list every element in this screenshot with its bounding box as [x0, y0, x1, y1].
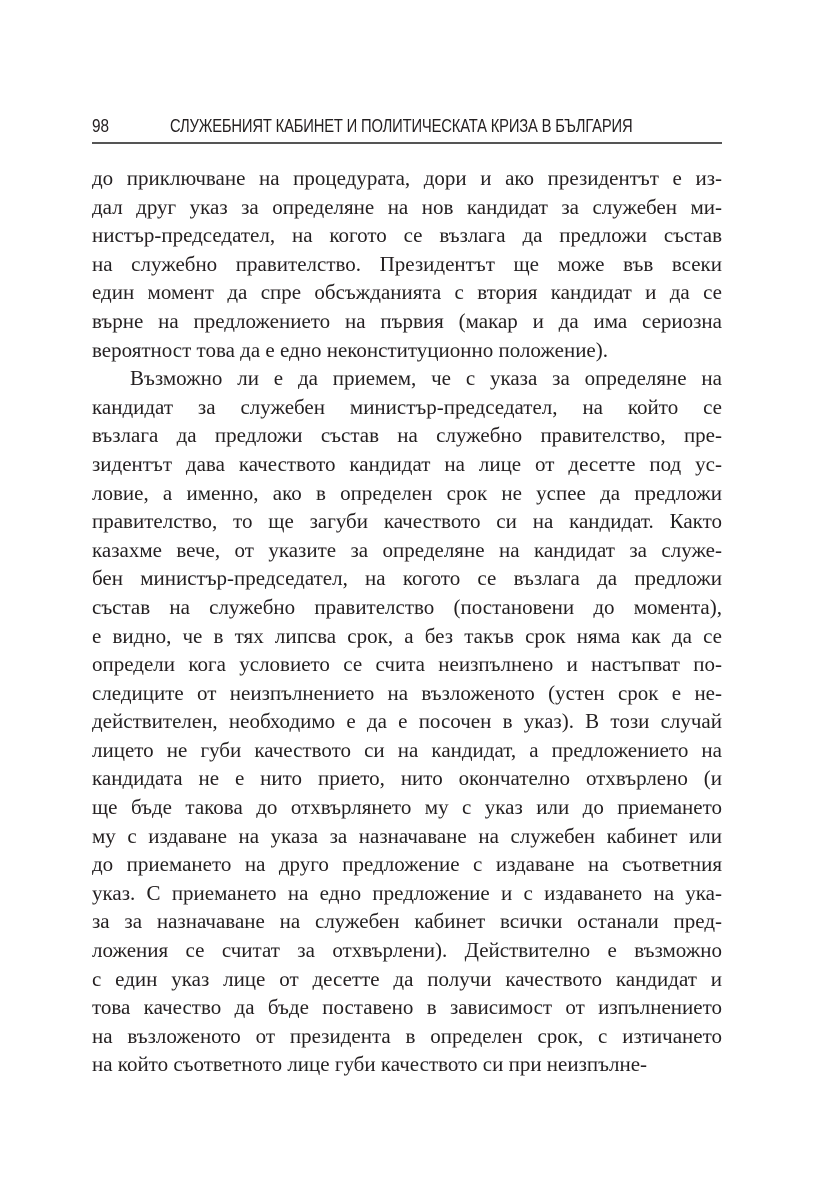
text-line: кандидата не е нито прието, нито окончателно отхвърлено (и [92, 766, 722, 791]
text-line: нистър-председател, на когото се възлага да предложи състав [92, 223, 722, 248]
text-line: дал друг указ за определяне на нов кандидат за служебен ми- [92, 194, 722, 219]
text-line: възлага да предложи състав на служебно правителство, пре- [92, 423, 722, 448]
text-line: върне на предложението на първия (макар и да има сериозна [92, 308, 722, 333]
text-line: до приключване на процедурата, дори и ако президентът е из- [92, 166, 722, 190]
text-line: му с издаване на указа за назначаване на служебен кабинет или [92, 823, 722, 848]
text-line: състав на служебно правителство (постановени до момента), [92, 594, 722, 619]
text-line: вероятност това да е едно неконституционно положение). [92, 337, 608, 362]
text-line: ще бъде такова до отхвърлянето му с указ или до приемането [92, 795, 722, 820]
text-line: за за назначаване на служебен кабинет всички останали пред- [92, 909, 722, 934]
text-line: бен министър-председател, на когото се възлага да предложи [92, 566, 722, 591]
text-line: указ. С приемането на едно предложение и с издаването на ука- [92, 880, 722, 905]
page-number: 98 [92, 116, 110, 136]
text-line: действителен, необходимо е да е посочен в указ). В този случай [92, 709, 722, 734]
text-line: на служебно правителство. Президентът ще може във всеки [92, 251, 722, 276]
text-line: зидентът дава качеството кандидат на лице от десетте под ус- [92, 451, 722, 476]
text-line: определи кога условието се счита неизпълнено и настъпват по- [92, 652, 722, 677]
text-line: е видно, че в тях липсва срок, а без такъв срок няма как да се [92, 623, 722, 648]
text-line: лицето не губи качеството си на кандидат, а предложението на [92, 737, 722, 762]
text-line: ловие, а именно, ако в определен срок не успее да предложи [92, 480, 722, 505]
text-line: с един указ лице от десетте да получи качеството кандидат и [92, 966, 722, 991]
body-text [92, 164, 722, 1079]
text-line: до приемането на друго предложение с издаване на съответния [92, 852, 722, 877]
text-line: Възможно ли е да приемем, че с указа за определяне на [130, 366, 722, 391]
paragraph [92, 164, 722, 364]
paragraph [92, 364, 722, 1079]
running-header [92, 114, 722, 144]
text-line: на който съответното лице губи качеството си при неизпълне- [92, 1052, 648, 1077]
text-line: кандидат за служебен министър-председател, на който се [92, 394, 722, 419]
text-line: на възложеното от президента в определен срок, с изтичането [92, 1023, 722, 1048]
text-line: следиците от неизпълнението на възложеното (устен срок е не- [92, 680, 722, 705]
text-line: казахме вече, от указите за определяне на кандидат за служе- [92, 537, 722, 562]
text-line: един момент да спре обсъжданията с втория кандидат и да се [92, 280, 722, 305]
running-title: СЛУЖЕБНИЯТ КАБИНЕТ И ПОЛИТИЧЕСКАТА КРИЗА В БЪЛГАРИЯ [170, 116, 633, 136]
text-line: ложения се считат за отхвърлени). Действително е възможно [92, 938, 722, 963]
text-line: това качество да бъде поставено в зависимост от изпълнението [92, 995, 722, 1020]
text-line: правителство, то ще загуби качеството си на кандидат. Както [92, 509, 722, 534]
